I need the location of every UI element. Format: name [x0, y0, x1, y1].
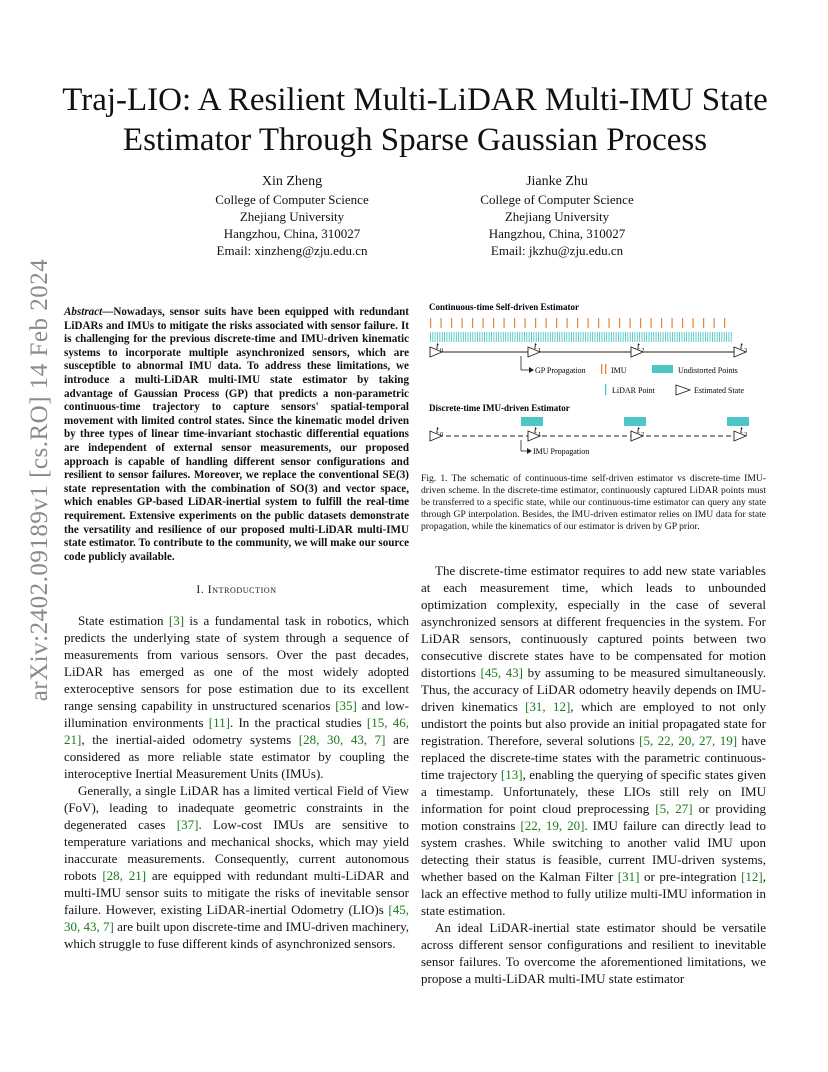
lidar-point-tick [522, 332, 523, 342]
lidar-point-tick [656, 332, 657, 342]
lidar-point-tick [684, 332, 685, 342]
lidar-point-tick [519, 332, 520, 342]
paragraph-text: , enabling the querying of specific states given a timestamp. Unfortunately, these LIOs still rely on IMU information for point cloud preprocessing [421, 767, 766, 816]
imu-tick [567, 318, 568, 328]
lidar-point-tick [583, 332, 584, 342]
lidar-point-tick [658, 332, 659, 342]
lidar-point-tick [498, 332, 499, 342]
legend-undistorted-swatch [652, 365, 673, 373]
imu-tick [682, 318, 683, 328]
citation-link[interactable]: [5, 22, 20, 27, 19] [639, 733, 738, 748]
time-label: t [740, 425, 743, 436]
lidar-point-tick [573, 332, 574, 342]
lidar-point-tick [468, 332, 469, 342]
lidar-point-tick [557, 332, 558, 342]
lidar-point-tick [505, 332, 506, 342]
lidar-point-tick [707, 332, 708, 342]
lidar-point-tick [613, 332, 614, 342]
imu-tick [535, 318, 536, 328]
paragraph-text: or pre-integration [639, 869, 742, 884]
undistorted-block [727, 417, 749, 426]
paragraph [421, 919, 766, 987]
lidar-point-tick [724, 332, 725, 342]
lidar-point-tick [571, 332, 572, 342]
time-subscript: 2 [641, 347, 645, 354]
paragraph [64, 782, 409, 952]
lidar-point-tick [564, 332, 565, 342]
time-label: t [436, 425, 439, 436]
citation-link[interactable]: [15, 46, 21] [64, 715, 409, 748]
imu-tick [661, 318, 662, 328]
lidar-point-tick [548, 332, 549, 342]
section-heading: I. Introduction [196, 584, 277, 597]
lidar-point-tick [524, 332, 525, 342]
lidar-point-tick [595, 332, 596, 342]
lidar-point-tick [717, 332, 718, 342]
lidar-point-tick [634, 332, 635, 342]
author-block-1 [172, 173, 412, 259]
lidar-point-tick [451, 332, 452, 342]
lidar-point-tick [449, 332, 450, 342]
imu-tick [703, 318, 704, 328]
imu-tick [430, 318, 431, 328]
lidar-point-tick [670, 332, 671, 342]
time-subscript: 0 [440, 431, 444, 438]
citation-link[interactable]: [22, 19, 20] [520, 818, 585, 833]
lidar-point-tick [597, 332, 598, 342]
time-subscript: 1 [538, 431, 542, 438]
lidar-point-tick [569, 332, 570, 342]
lidar-point-tick [604, 332, 605, 342]
bottom-estimator-title: Discrete-time IMU-driven Estimator [429, 403, 570, 413]
lidar-point-tick [470, 332, 471, 342]
undistorted-points [521, 417, 749, 426]
paragraph-text: . In the practical studies [229, 715, 367, 731]
imu-tick [441, 318, 442, 328]
right-column [421, 562, 766, 987]
lidar-point-tick [456, 332, 457, 342]
imu-tick [598, 318, 599, 328]
legend-state-icon [676, 385, 690, 395]
author-location: Hangzhou, China, 310027 [488, 226, 626, 241]
lidar-point-tick [630, 332, 631, 342]
paragraph-text: Generally, a single LiDAR has a limited vertical Field of View (FoV), leading to inadequate geometric constraints in the degenerated cases [64, 783, 409, 833]
lidar-point-tick [592, 332, 593, 342]
imu-tick [493, 318, 494, 328]
paragraph-text: , which are employed to not only undistort the points but also provide an initial propagated state for registration. Therefore, several solutions [421, 699, 766, 748]
citation-link[interactable]: [5, 27] [655, 801, 693, 816]
paragraph-text: , lack an effective method to fully utilize multi-IMU information in state estimation. [421, 869, 767, 918]
lidar-point-tick [508, 332, 509, 342]
lidar-point-tick [491, 332, 492, 342]
abstract [64, 306, 409, 564]
citation-link[interactable]: [45, 30, 43, 7] [64, 902, 409, 935]
gp-arrow-head [529, 367, 534, 373]
paragraph [421, 562, 766, 919]
lidar-point-tick [731, 332, 732, 342]
lidar-point-tick [472, 332, 473, 342]
lidar-point-tick [517, 332, 518, 342]
lidar-point-tick [562, 332, 563, 342]
paragraph-text: are built upon discrete-time and IMU-driven machinery, which struggle to fuse different kinds of asynchronized sensors. [64, 919, 410, 952]
lidar-point-tick [700, 332, 701, 342]
lidar-point-tick [430, 332, 431, 342]
time-subscript: 0 [440, 347, 444, 354]
lidar-point-tick [477, 332, 478, 342]
imu-tick [619, 318, 620, 328]
lidar-point-tick [538, 332, 539, 342]
figure-caption: Fig. 1. The schematic of continuous-time self-driven estimator vs discrete-time IMU-driven scheme. In the discrete-time estimator, continuously captured LiDAR points must be transferred to a specific state, while our continuous-time estimator can query any state through GP interpolation. Besides, the IMU-driven estimator relies on IMU data for state propagation, while the kinematics of our estimator is driven by GP prior. [421, 473, 766, 532]
imu-tick [651, 318, 652, 328]
citation-link[interactable]: [11] [208, 715, 230, 731]
lidar-point-tick [512, 332, 513, 342]
imu-tick [556, 318, 557, 328]
schematic-diagram [424, 298, 769, 468]
lidar-point-tick [454, 332, 455, 342]
lidar-point-tick [475, 332, 476, 342]
lidar-point-tick [486, 332, 487, 342]
paragraph-text: or providing motion constrains [421, 801, 766, 833]
imu-tick [609, 318, 610, 328]
author-email: Email: jkzhu@zju.edu.cn [490, 243, 624, 258]
lidar-point-tick [489, 332, 490, 342]
lidar-point-tick [446, 332, 447, 342]
lidar-point-tick [719, 332, 720, 342]
paragraph-text: have replaced the discrete-time states with the parametric continuous-time trajectory [421, 733, 766, 782]
author-university: Zhejiang University [239, 209, 345, 224]
lidar-point-tick [602, 332, 603, 342]
lidar-point-tick [501, 332, 502, 342]
time-label: t [534, 425, 537, 436]
lidar-point-tick [632, 332, 633, 342]
imu-tick [451, 318, 452, 328]
lidar-point-tick [620, 332, 621, 342]
legend-undistorted-label: Undistorted Points [678, 366, 738, 375]
citation-link[interactable]: [3] [168, 613, 185, 629]
imu-tick [640, 318, 641, 328]
imu-tick [546, 318, 547, 328]
lidar-point-tick [651, 332, 652, 342]
imu-tick [724, 318, 725, 328]
lidar-point-tick [503, 332, 504, 342]
lidar-point-tick [543, 332, 544, 342]
lidar-point-tick [686, 332, 687, 342]
lidar-point-tick [728, 332, 729, 342]
lidar-point-tick [623, 332, 624, 342]
imu-tick [588, 318, 589, 328]
lidar-point-tick [463, 332, 464, 342]
imu-tick [672, 318, 673, 328]
citation-link[interactable]: [28, 21] [102, 868, 147, 884]
lidar-point-tick [644, 332, 645, 342]
lidar-point-tick [618, 332, 619, 342]
imu-tick [714, 318, 715, 328]
abstract-lead: Abstract [64, 306, 103, 318]
lidar-point-tick [660, 332, 661, 342]
lidar-point-tick [559, 332, 560, 342]
paragraph-text: and low-illumination environments [64, 698, 409, 731]
lidar-point-tick [526, 332, 527, 342]
lidar-point-tick [642, 332, 643, 342]
citation-link[interactable]: [45, 43] [480, 665, 523, 680]
lidar-point-tick [705, 332, 706, 342]
paragraph-text: . IMU failure can directly lead to system crashes. While switching to another valid IMU upon detecting their status is feasible, current IMU-driven systems, whether based on the Kalman Filter [421, 818, 766, 884]
author-affiliation: College of Computer Science [480, 192, 634, 207]
imu-tick [504, 318, 505, 328]
paragraph [64, 612, 409, 782]
author-name: Jianke Zhu [526, 174, 588, 189]
citation-link[interactable]: [31] [617, 869, 640, 884]
lidar-point-tick [616, 332, 617, 342]
lidar-point-tick [606, 332, 607, 342]
paragraph-text: The discrete-time estimator requires to add new state variables at each measurement time, which leads to unbounded optimization complexity, especially in the case of several asynchronized sensors at different frequencies in the system. For LiDAR sensors, continuously captured points between two consecutive discrete states have to be compensated for motion distortions [421, 563, 766, 680]
imu-ticks-top [430, 318, 725, 328]
imu-tick [472, 318, 473, 328]
author-name: Xin Zheng [261, 174, 323, 189]
paper-title: Traj-LIO: A Resilient Multi-LiDAR Multi-IMU State Estimator Through Sparse Gaussian Process [62, 82, 768, 158]
lidar-point-tick [515, 332, 516, 342]
paragraph-text: State estimation [78, 613, 169, 629]
lidar-point-tick [625, 332, 626, 342]
author-location: Hangzhou, China, 310027 [223, 226, 361, 241]
lidar-point-tick [578, 332, 579, 342]
lidar-point-tick [609, 332, 610, 342]
lidar-point-tick [691, 332, 692, 342]
imu-propagation-label: IMU Propagation [533, 447, 590, 456]
lidar-point-tick [653, 332, 654, 342]
citation-link[interactable]: [35] [335, 698, 357, 714]
lidar-point-tick [627, 332, 628, 342]
paragraph-text: by assuming to be measured simultaneously. Thus, the accuracy of LiDAR odometry heavily depends on IMU-driven kinematics [421, 665, 766, 714]
legend-imu-swatch-2 [605, 364, 606, 374]
lidar-point-tick [721, 332, 722, 342]
time-subscript: 3 [744, 431, 748, 438]
imu-tick [462, 318, 463, 328]
lidar-point-tick [672, 332, 673, 342]
lidar-point-tick [587, 332, 588, 342]
arxiv-id-text: arXiv:2402.09189v1 [cs.RO] 14 Feb 2024 [26, 258, 53, 702]
legend-lidar-swatch [605, 384, 606, 395]
lidar-point-tick [703, 332, 704, 342]
gp-propagation-label: GP Propagation [535, 366, 586, 375]
legend-imu-label: IMU [611, 366, 627, 375]
undistorted-block [624, 417, 646, 426]
imu-tick [483, 318, 484, 328]
lidar-point-tick [681, 332, 682, 342]
lidar-point-tick [590, 332, 591, 342]
time-label: t [740, 341, 743, 352]
lidar-point-tick [667, 332, 668, 342]
imu-tick [514, 318, 515, 328]
lidar-point-tick [679, 332, 680, 342]
citation-link[interactable]: [31, 12] [525, 699, 571, 714]
lidar-point-tick [482, 332, 483, 342]
author-email: Email: xinzheng@zju.edu.cn [216, 243, 368, 258]
lidar-point-tick [714, 332, 715, 342]
lidar-point-tick [432, 332, 433, 342]
lidar-point-tick [484, 332, 485, 342]
lidar-point-tick [496, 332, 497, 342]
lidar-point-tick [689, 332, 690, 342]
paragraph-text: , the inertial-aided odometry systems [81, 732, 299, 748]
legend-state-label: Estimated State [694, 386, 744, 395]
body-paragraphs [421, 562, 766, 987]
lidar-point-tick [580, 332, 581, 342]
lidar-point-tick [611, 332, 612, 342]
lidar-point-tick [674, 332, 675, 342]
paragraph-text: An ideal LiDAR-inertial state estimator should be versatile across different sensor configurations and resilient to inevitable sensor failures. To overcome the aforementioned limitations, we propose a multi-LiDAR multi-IMU state estimator [421, 920, 766, 986]
arxiv-identifier [20, 260, 60, 700]
intro-paragraphs [64, 612, 409, 952]
lidar-point-tick [663, 332, 664, 342]
top-estimator-title: Continuous-time Self-driven Estimator [429, 302, 579, 312]
top-estimated-states [430, 341, 747, 357]
lidar-point-tick [710, 332, 711, 342]
time-subscript: 3 [744, 347, 748, 354]
lidar-point-tick [550, 332, 551, 342]
lidar-point-tick [442, 332, 443, 342]
lidar-point-tick [646, 332, 647, 342]
lidar-point-tick [726, 332, 727, 342]
lidar-point-tick [696, 332, 697, 342]
time-label: t [637, 425, 640, 436]
lidar-point-tick [698, 332, 699, 342]
lidar-point-tick [461, 332, 462, 342]
citation-link[interactable]: [12] [741, 869, 763, 884]
citation-link[interactable]: [13] [500, 767, 523, 782]
left-column [64, 306, 409, 952]
imu-arrow-head [527, 448, 532, 454]
figure-1 [424, 298, 769, 468]
undistorted-block [521, 417, 543, 426]
time-label: t [637, 341, 640, 352]
legend [601, 364, 744, 395]
lidar-point-tick [439, 332, 440, 342]
lidar-point-tick [531, 332, 532, 342]
paragraph-text: are equipped with redundant multi-LiDAR and multi-IMU sensor suits to mitigate the risks of inevitable sensor failure. However, existing LiDAR-inertial Odometry (LIO)s [64, 868, 409, 918]
lidar-point-tick [677, 332, 678, 342]
lidar-point-tick [479, 332, 480, 342]
lidar-point-tick [545, 332, 546, 342]
time-subscript: 2 [641, 431, 645, 438]
citation-link[interactable]: [28, 30, 43, 7] [298, 732, 386, 748]
lidar-point-tick [552, 332, 553, 342]
paragraph-text: is a fundamental task in robotics, which predicts the underlying state of system through a sequence of measurements from various sensors. Over the past decades, LiDAR has emerged as one of the most widely adopted exteroceptive sensors for pose estimation due to its excellent range sensing capability in unstructured scenarios [64, 613, 409, 714]
lidar-point-tick [510, 332, 511, 342]
lidar-point-tick [712, 332, 713, 342]
imu-tick [525, 318, 526, 328]
paragraph-text: . Low-cost IMUs are sensitive to temperature variations and mechanical shocks, which may yield inaccurate measurements. Consequently, current autonomous robots [64, 817, 409, 884]
lidar-point-tick [458, 332, 459, 342]
legend-imu-swatch-1 [601, 364, 602, 374]
abstract-text: —Nowadays, sensor suits have been equipped with redundant LiDARs and IMUs to mitigate the risks associated with sensor failure. It is challenging for the previous discrete-time and IMU-driven kinematic systems to incorporate multiple asynchronized sensors, which are susceptible to abnormal IMU data. To address these limitations, we introduce a multi-LiDAR multi-IMU state estimator by taking advantage of Gaussian Process (GP) that predicts a non-parametric continuous-time trajectory to capture sensors' spatial-temporal movement with limited control states. Since the kinematic model driven by three types of linear time-invariant stochastic differential equations are independent of external sensor measurements, our proposed approach is capable of handling different sensor configurations and resilient to sensor failures. Moreover, we replace the conventional SE(3) state representation with the combination of SO(3) and vector space, which enables GP-based LiDAR-inertial system to fulfill the real-time requirement. Extensive experiments on the public datasets demonstrate the versatility and resilience of our proposed multi-LiDAR multi-IMU state estimator. To contribute to the community, we will make our source code publicly available. [64, 306, 409, 563]
imu-tick [577, 318, 578, 328]
time-subscript: 1 [538, 347, 542, 354]
bottom-estimated-states [430, 425, 747, 441]
lidar-point-tick [665, 332, 666, 342]
legend-lidar-label: LiDAR Point [612, 386, 655, 395]
lidar-point-tick [555, 332, 556, 342]
lidar-point-tick [693, 332, 694, 342]
lidar-point-tick [585, 332, 586, 342]
lidar-point-tick [493, 332, 494, 342]
imu-tick [630, 318, 631, 328]
lidar-point-tick [649, 332, 650, 342]
author-university: Zhejiang University [504, 209, 610, 224]
author-affiliation: College of Computer Science [215, 192, 369, 207]
citation-link[interactable]: [37] [176, 817, 199, 833]
paragraph-text: are considered as more reliable state estimator by coupling the interoceptive Inertial Measurement Units (IMUs). [64, 732, 409, 782]
lidar-point-tick [566, 332, 567, 342]
lidar-point-tick [465, 332, 466, 342]
time-label: t [436, 341, 439, 352]
author-block-2 [437, 173, 677, 259]
time-label: t [534, 341, 537, 352]
lidar-points-top [430, 332, 732, 342]
lidar-point-tick [599, 332, 600, 342]
imu-tick [693, 318, 694, 328]
lidar-point-tick [444, 332, 445, 342]
lidar-point-tick [576, 332, 577, 342]
lidar-point-tick [540, 332, 541, 342]
lidar-point-tick [529, 332, 530, 342]
